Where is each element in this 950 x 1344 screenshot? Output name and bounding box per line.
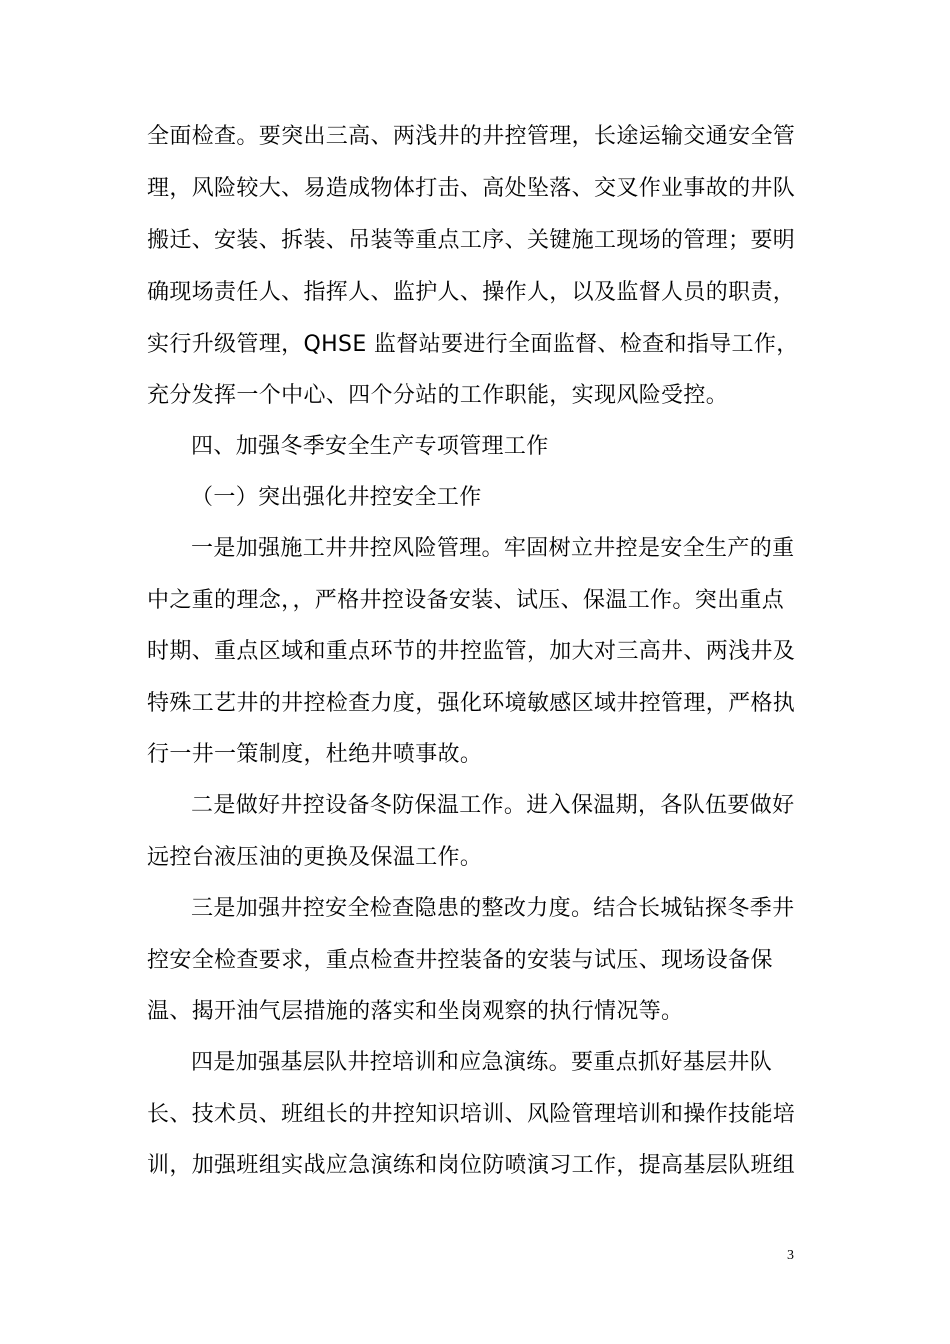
text-line: 充分发挥一个中心、四个分站的工作职能，实现风险受控。 bbox=[147, 383, 729, 408]
text-line: 远控台液压油的更换及保温工作。 bbox=[147, 845, 483, 870]
text-line: 搬迁、安装、拆装、吊装等重点工序、关键施工现场的管理；要明 bbox=[147, 228, 796, 253]
text-line: 特殊工艺井的井控检查力度，强化环境敏感区域井控管理，严格执 bbox=[147, 691, 796, 716]
text-line: 温、揭开油气层措施的落实和坐岗观察的执行情况等。 bbox=[147, 999, 684, 1024]
text-line: 全面检查。要突出三高、两浅井的井控管理，长途运输交通安全管 bbox=[147, 124, 796, 149]
text-line: 控安全检查要求，重点检查井控装备的安装与试压、现场设备保 bbox=[147, 948, 773, 973]
text-line: 训，加强班组实战应急演练和岗位防喷演习工作，提高基层队班组 bbox=[147, 1153, 796, 1178]
subsection-heading: （一）突出强化井控安全工作 bbox=[191, 485, 482, 510]
text-line: 长、技术员、班组长的井控知识培训、风险管理培训和操作技能培 bbox=[147, 1102, 796, 1127]
paragraph-start: 二是做好井控设备冬防保温工作。进入保温期，各队伍要做好 bbox=[191, 793, 795, 818]
paragraph-start: 一是加强施工井井控风险管理。牢固树立井控是安全生产的重 bbox=[191, 536, 795, 561]
paragraph-start: 三是加强井控安全检查隐患的整改力度。结合长城钻探冬季井 bbox=[191, 896, 795, 921]
text-line: 行一井一策制度，杜绝井喷事故。 bbox=[147, 742, 483, 767]
section-heading: 四、加强冬季安全生产专项管理工作 bbox=[191, 434, 549, 459]
paragraph-start: 四是加强基层队井控培训和应急演练。要重点抓好基层井队 bbox=[191, 1050, 773, 1075]
page-number: 3 bbox=[787, 1248, 794, 1263]
text-line: 实行升级管理，QHSE 监督站要进行全面监督、检查和指导工作， bbox=[147, 332, 799, 357]
text-line: 理，风险较大、易造成物体打击、高处坠落、交叉作业事故的井队 bbox=[147, 176, 796, 201]
text-line: 中之重的理念，，严格井控设备安装、试压、保温工作。突出重点 bbox=[147, 588, 785, 613]
text-line: 时期、重点区域和重点环节的井控监管，加大对三高井、两浅井及 bbox=[147, 639, 796, 664]
text-line: 确现场责任人、指挥人、监护人、操作人，以及监督人员的职责， bbox=[147, 280, 796, 305]
